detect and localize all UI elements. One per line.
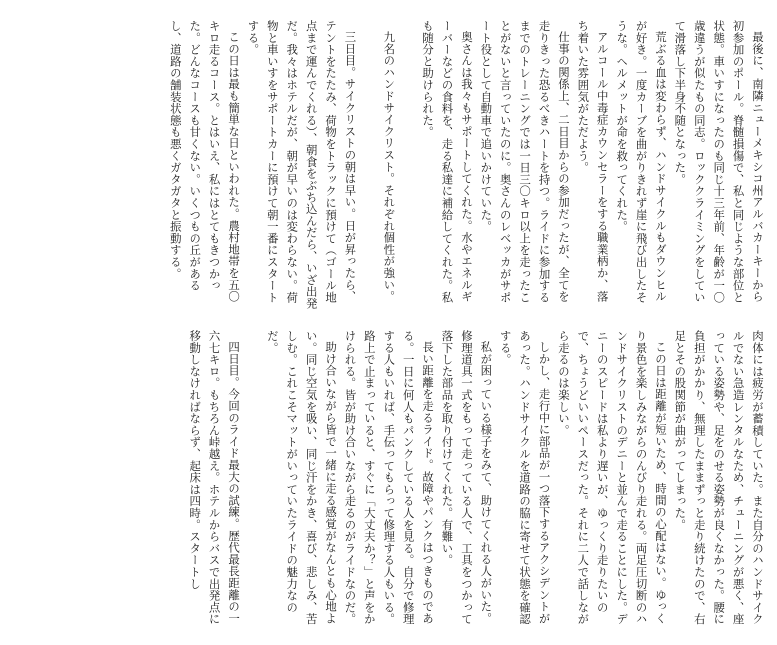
paragraph: 三日目。サイクリストの朝は早い。日が昇ったら、テントをたたみ、荷物をトラックに預けて（ゴール地点まで運んでくれる）、朝食をぶち込んだら、いざ出発だ。我々はホテルだが、朝が早いのは変わらない。荷物と車いすをサポートカーに預けて朝一番にスタートする。	[246, 20, 358, 310]
paragraph: 荒ぶる血は変わらず、ハンドサイクルもダウンヒルが好き。一度カーブを曲がりきれず崖に飛び出したそうな。ヘルメットが命を救ってくれた。	[615, 20, 668, 304]
paragraph: しかし、走行中に部品が一つ落下するアクシデントがあった。ハンドサイクルを道路の脇に寄せて状態を確認する。	[498, 330, 552, 625]
paragraph: 私が困っている様子をみて、助けてくれる人がいた。修理道具一式をもって走っている人で、工具をつかって落下した部品を取り付けてくれた。有難い。	[440, 330, 494, 625]
blank-line	[398, 20, 417, 312]
blank-line	[243, 330, 262, 630]
paragraph-continued: 肉体には疲労が蓄積していた。また自分のハンドサイクルでない急造レンタルなため、チューニングが悪く、座っている姿勢や、足をのせる姿勢が良くなかった。腰に負担がかかり、無理したままずっと走り続けたので、右足とその股関節が曲がってしまった。	[673, 330, 765, 625]
paragraph: 奥さんは我々もサポートしてくれた。水やエネルギーバーなどの食料を、走る私達に補給してくれた。私も随分と助けられた。	[421, 20, 474, 304]
lower-text-block	[12, 330, 767, 630]
paragraph: 長い距離を走るライド。故障やパンクはつきものである。一日に何人もパンクしている人を見る。自分で修理する人もいれば、手伝ってもらって修理する人もいる。路上で止まっていると、すぐに「大丈夫か？」と声をかけられる。皆が助け合いながら走るのがライドなのだ。	[343, 330, 436, 625]
paragraph: 仕事の関係上、二日目からの参加だったが、全てを走りきった恐るべきハートを持つ。ライドに参加するまでのトレーニングでは一日三〇キロ以上を走ったことがないと言っていたのに。奥さんのレベッカがサポート役として自動車で追いかけていた。	[479, 20, 571, 304]
paragraph: この日は距離が短いため、時間の心配はない。ゆっくり景色を楽しみながらのんびり走れる。両足圧切断のハンドサイクリストのデニーと並んで走ることにした。デニーのスピードは私より遅いが、ゆっくり走りたいので、ちょうどいいペースだった。それに二人で話しながら走るのは楽しい。	[556, 330, 668, 625]
paragraph: 四日目。今回のライド最大の試練。歴代最長距離の一六七キロ。もちろん峠越え。ホテルからバスで出発点に移動しなければならず、起床は四時。スタートし	[188, 330, 242, 625]
paragraph: この日は最も簡単な日といわれた。農村地帯を五〇キロ走るコース。とはいえ、私にはとてもきつかった。どんなコースも甘くない。いくつもの丘があるし、道路の舗装状態も悪くガタガタと振動する。	[168, 20, 242, 303]
paragraph: 助け合いながら皆で一緒に走る感覚がなんとも心地よい。同じ空気を吸い、同じ汗をかき、喜び、悲しみ、苦しむ。これこそマットがいっていたライドの魅力なのだ。	[265, 330, 339, 625]
paragraph: アルコール中毒症カウンセラーをする職業柄か、落ち着いた雰囲気がただよう。	[576, 20, 610, 303]
blank-line	[359, 20, 378, 312]
section-heading: 九名のハンドサイクリスト。それぞれ個性が強い。	[382, 31, 397, 303]
upper-text-block	[12, 20, 767, 312]
paragraph: 最後に、南隣ニューメキシコ州アルバカーキーから初参加のポール。脊髄損傷で、私と同じような部位と状態。車いすになったのも同じ十三年前、年齢が一〇歳違うが似たもの同志。ロッククライミングをしていて滑落し下半身不随となった。	[673, 20, 765, 304]
